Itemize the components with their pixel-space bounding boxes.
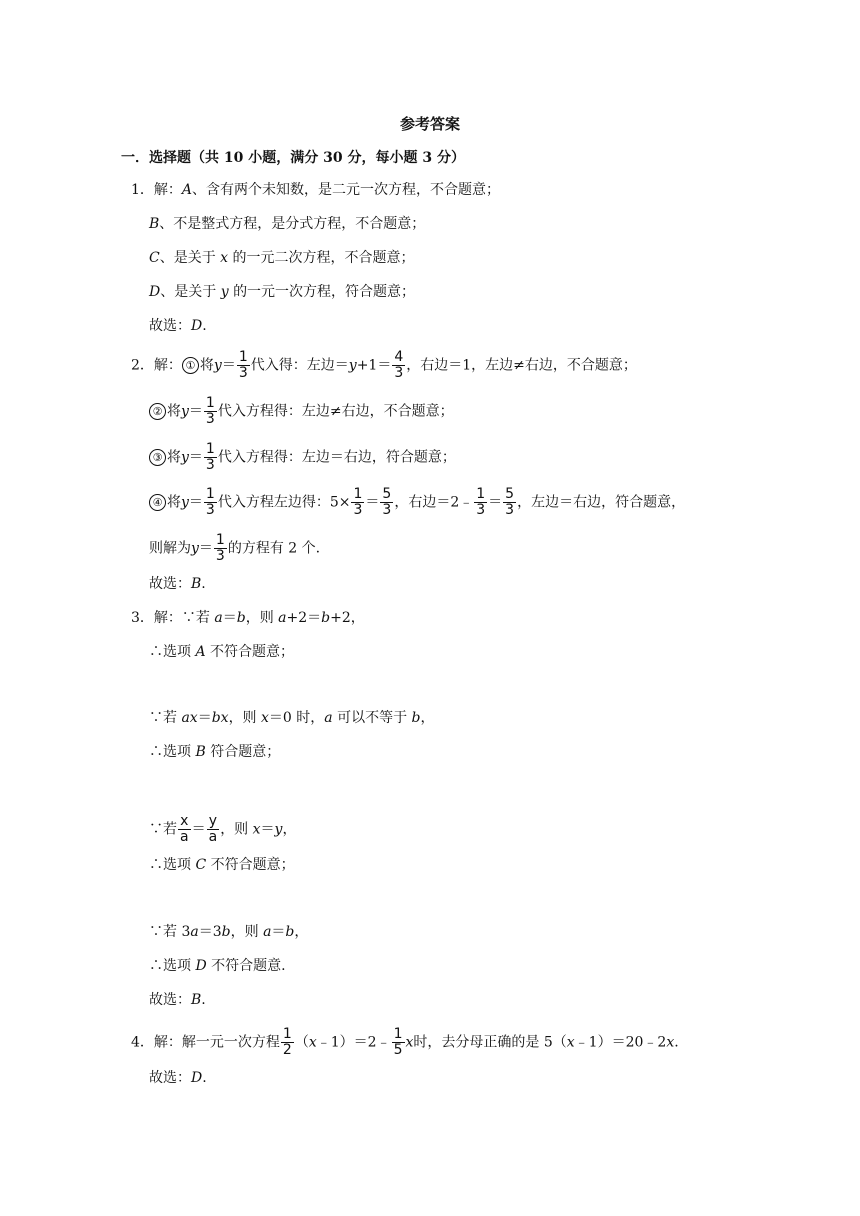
option-letter: C [149, 250, 160, 266]
q4-answer [149, 1068, 207, 1088]
numerator: 1 [205, 441, 215, 457]
variable: ax [181, 710, 198, 726]
text: ∵若 [149, 710, 177, 726]
text: 代入方程左边得：5× [217, 494, 351, 511]
q3-result-4 [149, 956, 286, 976]
circled-number: ④ [149, 494, 166, 511]
text: 时，去分母正确的是 5（ [413, 1034, 567, 1051]
fraction [178, 814, 191, 845]
variable: a [278, 610, 287, 626]
text: ∵若 [181, 610, 210, 626]
denominator: a [208, 829, 218, 845]
text: ，右边＝1，左边≠右边，不合题意； [406, 357, 637, 374]
option-letter: A [181, 182, 193, 198]
circled-number: ③ [149, 449, 166, 466]
variable: b [236, 610, 246, 626]
page-title: 参考答案 [399, 115, 460, 133]
variable: y [181, 494, 189, 511]
text: . [674, 1034, 679, 1051]
q3-result-3 [149, 855, 295, 875]
fraction [392, 350, 405, 381]
option-letter: B [195, 744, 206, 760]
variable: y [348, 357, 357, 374]
text: ＝0 时， [268, 710, 325, 726]
variable: b [285, 924, 295, 940]
fraction [281, 1027, 294, 1058]
text: 将 [199, 357, 214, 374]
fraction [392, 1027, 405, 1058]
q3-result-2 [149, 742, 280, 762]
q2-line-3 [149, 442, 456, 473]
q4-line-1 [131, 1027, 679, 1058]
text: 符合题意； [210, 744, 281, 760]
denominator: 3 [394, 365, 404, 381]
denominator: a [180, 829, 189, 845]
text: ∴选项 [149, 744, 191, 760]
text: +2＝ [286, 610, 322, 626]
fraction [214, 533, 227, 564]
q2-line-4 [149, 487, 685, 518]
variable: x [566, 1034, 575, 1051]
text: 将 [167, 403, 181, 420]
fraction [207, 814, 220, 845]
fraction [237, 350, 250, 381]
fraction [204, 396, 217, 427]
denominator: 3 [476, 502, 486, 518]
option-letter: A [195, 644, 206, 660]
numerator: 1 [205, 486, 215, 502]
variable: x [308, 1034, 317, 1051]
text: 代入方程得：左边＝右边，符合题意； [217, 449, 456, 466]
numerator: 4 [394, 349, 404, 365]
answer-choice: D [191, 318, 203, 334]
circled-number: ② [149, 403, 166, 420]
text: ＝ [188, 494, 203, 511]
variable: b [411, 710, 421, 726]
variable: y [181, 449, 189, 466]
variable: y [220, 284, 229, 300]
text: ﹣1）＝20﹣2 [574, 1034, 667, 1051]
variable: b [321, 610, 331, 626]
text: （ [294, 1034, 309, 1051]
answer-label: 故选： [149, 318, 191, 334]
denominator: 3 [205, 411, 215, 427]
answer-choice: B [191, 576, 202, 592]
text: 解一元一次方程 [181, 1034, 280, 1051]
variable: y [274, 821, 283, 838]
text: 的方程有 2 个. [227, 540, 321, 557]
punct: . [201, 576, 206, 592]
q1-line-c [149, 248, 415, 268]
q3-line-1 [131, 608, 365, 628]
variable: y [213, 357, 222, 374]
fraction [204, 487, 217, 518]
q4-number: 4．解： [131, 1034, 182, 1051]
denominator: 3 [505, 502, 515, 518]
text: +1＝ [356, 357, 392, 374]
text: ＝ [365, 494, 380, 511]
numerator: 1 [205, 395, 215, 411]
option-letter: D [149, 284, 161, 300]
answer-label: 故选： [149, 1070, 191, 1086]
variable: a [190, 924, 199, 940]
q2-number: 2．解： [131, 357, 182, 374]
fraction [474, 487, 487, 518]
answer-text: 的一元二次方程，不合题意； [232, 250, 415, 266]
numerator: y [207, 814, 220, 830]
q3-line-4 [149, 922, 308, 942]
answer-text: 、含有两个未知数，是二元一次方程，不合题意； [192, 182, 501, 198]
text: ， [282, 821, 297, 838]
text: ∵若 3 [149, 924, 191, 940]
numerator: 1 [476, 486, 486, 502]
variable: y [181, 403, 189, 420]
q3-number: 3．解： [131, 610, 182, 626]
variable: x [666, 1034, 675, 1051]
text: 将 [167, 494, 181, 511]
denominator: 3 [353, 502, 363, 518]
numerator: 5 [505, 486, 515, 502]
q3-result-1 [149, 642, 294, 662]
answer-text: 、不是整式方程，是分式方程，不合题意； [159, 216, 426, 232]
q3-answer [149, 990, 206, 1010]
text: ∴选项 [149, 644, 191, 660]
text: 将 [167, 449, 181, 466]
numerator: 1 [353, 486, 363, 502]
option-letter: D [195, 958, 207, 974]
answer-text: 、是关于 [160, 284, 217, 300]
answer-label: 故选： [149, 576, 191, 592]
variable: x [261, 710, 269, 726]
text: 代入得：左边＝ [250, 357, 349, 374]
text: +2， [330, 610, 365, 626]
q2-line-2 [149, 396, 454, 427]
answer-label: 故选： [149, 992, 191, 1008]
option-letter: B [149, 216, 160, 232]
q1-line-b [149, 214, 425, 234]
q1-line-d [149, 282, 415, 302]
text: ∴选项 [149, 857, 191, 873]
text: ，则 [245, 610, 274, 626]
text: ＝ [488, 494, 503, 511]
text: ＝ [221, 357, 236, 374]
variable: y [191, 540, 199, 557]
variable: x [405, 1034, 414, 1051]
text: ，右边＝2﹣ [394, 494, 474, 511]
variable: bx [211, 710, 229, 726]
text: ，左边＝右边，符合题意， [517, 494, 686, 511]
denominator: 3 [238, 365, 248, 381]
numerator: 1 [238, 349, 248, 365]
variable: b [221, 924, 231, 940]
text: ，则 [228, 710, 257, 726]
text: 不符合题意； [210, 644, 295, 660]
variable: a [263, 924, 272, 940]
numerator: 1 [215, 532, 225, 548]
text: ， [294, 924, 309, 940]
denominator: 5 [393, 1042, 403, 1058]
q1-number: 1．解： [131, 182, 182, 198]
fraction [503, 487, 516, 518]
text: ∴选项 [149, 958, 191, 974]
text: 不符合题意； [210, 857, 295, 873]
answer-text: 、是关于 [159, 250, 216, 266]
fraction [204, 442, 217, 473]
answer-choice: B [191, 992, 202, 1008]
variable: a [324, 710, 333, 726]
denominator: 2 [282, 1042, 292, 1058]
denominator: 3 [382, 502, 392, 518]
numerator: 1 [282, 1026, 292, 1042]
text: ＝ [198, 540, 213, 557]
variable: x [252, 821, 261, 838]
text: 则解为 [149, 540, 191, 557]
text: ＝ [188, 403, 203, 420]
variable: x [220, 250, 229, 266]
text: ∵若 [149, 821, 177, 838]
numerator: 5 [382, 486, 392, 502]
answer-choice: D [191, 1070, 203, 1086]
text: ， [420, 710, 435, 726]
text: ＝ [260, 821, 275, 838]
section-heading: 一．选择题（共 10 小题，满分 30 分，每小题 3 分） [121, 150, 465, 166]
numerator: x [178, 814, 191, 830]
text: ，则 [230, 924, 259, 940]
q2-line-1 [131, 350, 637, 381]
q3-line-3 [149, 814, 296, 845]
q3-line-2 [149, 708, 435, 728]
text: ＝ [191, 821, 206, 838]
text: ＝ [271, 924, 286, 940]
text: 代入方程得：左边≠右边，不合题意； [217, 403, 454, 420]
denominator: 3 [205, 502, 215, 518]
text: 可以不等于 [337, 710, 408, 726]
fraction [380, 487, 393, 518]
q2-line-5 [149, 533, 320, 564]
text: 不符合题意. [211, 958, 286, 974]
text: ＝ [188, 449, 203, 466]
text: ，则 [220, 821, 249, 838]
circled-number: ① [182, 357, 199, 374]
text: ＝3 [198, 924, 222, 940]
denominator: 3 [215, 548, 225, 564]
punct: . [201, 992, 206, 1008]
denominator: 3 [205, 457, 215, 473]
punct: . [202, 1070, 207, 1086]
variable: a [214, 610, 223, 626]
answer-text: 的一元一次方程，符合题意； [233, 284, 416, 300]
text: ＝ [197, 710, 212, 726]
numerator: 1 [393, 1026, 403, 1042]
q2-answer [149, 574, 206, 594]
q1-line-a [131, 180, 500, 200]
option-letter: C [195, 857, 207, 873]
text: ＝ [222, 610, 237, 626]
q1-answer [149, 316, 207, 336]
punct: . [202, 318, 207, 334]
text: ﹣1）＝2﹣ [316, 1034, 391, 1051]
fraction [351, 487, 364, 518]
